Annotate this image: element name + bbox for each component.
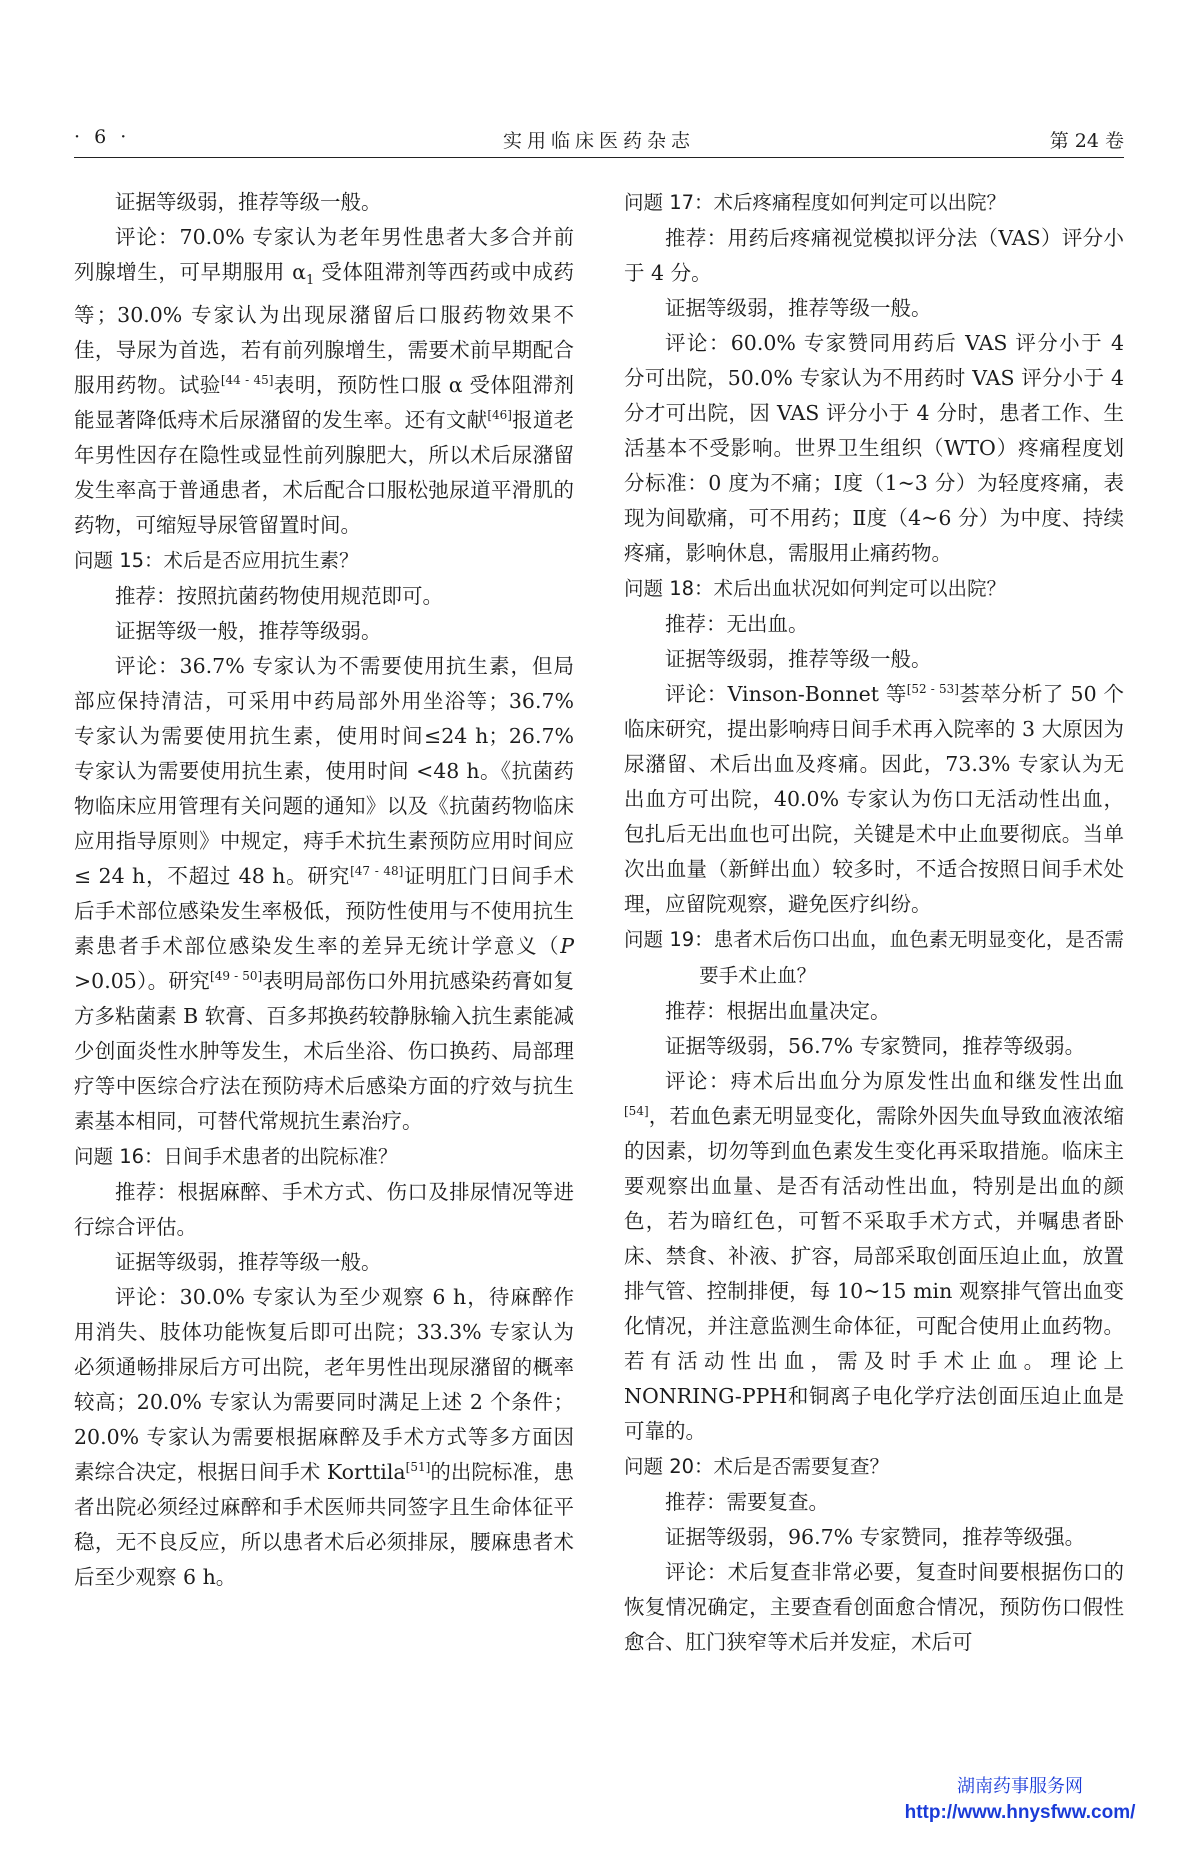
citation: [49 - 50] <box>210 969 263 984</box>
paragraph: 推荐：无出血。 <box>665 612 809 636</box>
paragraph: 证据等级弱，96.7% 专家赞同，推荐等级强。 <box>665 1525 1086 1549</box>
right-column <box>624 185 1124 1660</box>
citation: [54] <box>624 1104 649 1119</box>
citation: [51] <box>405 1460 431 1475</box>
paragraph: 推荐：用药后疼痛视觉模拟评分法（VAS）评分小于 4 分。 <box>624 226 1124 285</box>
question-heading: 问题 17：术后疼痛程度如何判定可以出院？ <box>624 191 1007 214</box>
question-heading: 问题 20：术后是否需要复查？ <box>624 1455 890 1478</box>
left-column <box>74 185 574 1595</box>
paragraph: 推荐：需要复查。 <box>665 1490 829 1514</box>
header-rule <box>74 157 1124 158</box>
question-heading: 问题 18：术后出血状况如何判定可以出院？ <box>624 577 1007 600</box>
paragraph: 评论：60.0% 专家赞同用药后 VAS 评分小于 4 分可出院，50.0% 专家认为不用药时 VAS 评分小于 4 分才可出院，因 VAS 评分小于 4 分时，患者工作、生活基本不受影响。世界卫生组织（WTO）疼痛程度划分标准：0 度为不痛；Ⅰ度（1~3 分）为轻度疼痛，表现为间歇痛，可不用药；Ⅱ度（4~6 分）为中度、持续疼痛，影响休息，需服用止痛药物。 <box>624 331 1124 565</box>
question-heading: 问题 19：患者术后伤口出血，血色素无明显变化，是否需要手术止血？ <box>624 928 1124 987</box>
paragraph: 推荐：根据麻醉、手术方式、伤口及排尿情况等进行综合评估。 <box>74 1180 574 1240</box>
citation: [52 - 53] <box>906 682 959 697</box>
paragraph: 评论：36.7% 专家认为不需要使用抗生素，但局部应保持清洁，可采用中药局部外用坐浴等；36.7% 专家认为需要使用抗生素，使用时间≤24 h；26.7% 专家认为需要使用抗生素，使用时间 <48 h。《抗菌药物临床应用管理有关问题的通知》以及《抗菌药物临床应用指导原则》中规定，痔手术抗生素预防应用时间应 ≤ 24 h，不超过 48 h。研究[47 - 48]证明肛门日间手术后手术部位感染发生率极低，预防性使用与不使用抗生素患者手术部位感染发生率的差异无统计学意义（P >0.05）。研究[49 - 50]表明局部伤口外用抗感染药膏如复方多粘菌素 B 软膏、百多邦换药较静脉输入抗生素能减少创面炎性水肿等发生，术后坐浴、伤口换药、局部理疗等中医综合疗法在预防痔术后感染方面的疗效与抗生素基本相同，可替代常规抗生素治疗。 <box>74 654 575 1134</box>
p-value-symbol: P <box>560 934 574 959</box>
volume-label: 第 24 卷 <box>1049 130 1124 152</box>
question-heading: 问题 16：日间手术患者的出院标准？ <box>74 1145 398 1169</box>
journal-title: 实用临床医药杂志 <box>502 130 695 152</box>
subscript: 1 <box>305 273 315 289</box>
citation: [44 - 45] <box>220 373 274 388</box>
paragraph: 推荐：按照抗菌药物使用规范即可。 <box>115 584 443 609</box>
citation: [47 - 48] <box>350 864 404 879</box>
paragraph: 评论：痔术后出血分为原发性出血和继发性出血[54]，若血色素无明显变化，需除外因失血导致血液浓缩的因素，切勿等到血色素发生变化再采取措施。临床主要观察出血量、是否有活动性出血，特别是出血的颜色，若为暗红色，可暂不采取手术方式，并嘱患者卧床、禁食、补液、扩容，局部采取创面压迫止血，放置排气管、控制排便，每 10~15 min 观察排气管出血变化情况，并注意监测生命体征，可配合使用止血药物。若有活动性出血，需及时手术止血。理论上NONRING-PPH和铜离子电化学疗法创面压迫止血是可靠的。 <box>624 1069 1124 1443</box>
citation: [46] <box>487 408 512 423</box>
site-url[interactable]: http://www.hnysfww.com/ <box>904 1802 1136 1823</box>
site-name: 湖南药事服务网 <box>957 1776 1083 1797</box>
paragraph: 评论：Vinson-Bonnet 等[52 - 53]荟萃分析了 50 个临床研究，提出影响痔日间手术再入院率的 3 大原因为尿潴留、术后出血及疼痛。因此，73.3% 专家认为无出血方可出院，40.0% 专家认为伤口无活动性出血，包扎后无出血也可出院，关键是术中止血要彻底。当单次出血量（新鲜出血）较多时，不适合按照日间手术处理，应留院观察，避免医疗纠纷。 <box>624 682 1124 916</box>
paragraph: 证据等级弱，推荐等级一般。 <box>115 1250 382 1275</box>
site-watermark <box>890 1774 1150 1826</box>
paragraph: 推荐：根据出血量决定。 <box>665 999 891 1023</box>
paragraph: 证据等级弱，56.7% 专家赞同，推荐等级弱。 <box>665 1034 1086 1058</box>
paragraph: 评论：70.0% 专家认为老年男性患者大多合并前列腺增生，可早期服用 $\alpha_1$ 受体阻滞剂等西药或中成药等；30.0% 专家认为出现尿潴留后口服药物效果不佳，导尿为首选，若有前列腺增生，需要术前早期配合服用药物。试验[44 - 45]表明，预防性口服 α 受体阻滞剂能显著降低痔术后尿潴留的发生率。还有文献[46]报道老年男性因存在隐性或显性前列腺肥大，所以术后尿潴留发生率高于普通患者，术后配合口服松弛尿道平滑肌的药物，可缩短导尿管留置时间。 <box>74 225 575 538</box>
paragraph: 证据等级一般，推荐等级弱。 <box>115 619 382 644</box>
paragraph: 证据等级弱，推荐等级一般。 <box>665 296 932 320</box>
paragraph: 评论：30.0% 专家认为至少观察 6 h，待麻醉作用消失、肢体功能恢复后即可出院；33.3% 专家认为必须通畅排尿后方可出院，老年男性出现尿潴留的概率较高；20.0% 专家认为需要同时满足上述 2 个条件；20.0% 专家认为需要根据麻醉及手术方式等多方面因素综合决定，根据日间手术 Korttila[51]的出院标准，患者出院必须经过麻醉和手术医师共同签字且生命体征平稳，无不良反应，所以患者术后必须排尿，腰麻患者术后至少观察 6 h。 <box>74 1285 574 1590</box>
question-heading: 问题 15：术后是否应用抗生素？ <box>74 549 359 573</box>
paragraph: 评论：术后复查非常必要，复查时间要根据伤口的恢复情况确定，主要查看创面愈合情况，预防伤口假性愈合、肛门狭窄等术后并发症，术后可 <box>624 1560 1124 1654</box>
paragraph: 证据等级弱，推荐等级一般。 <box>665 647 932 671</box>
paragraph: 证据等级弱，推荐等级一般。 <box>115 190 382 214</box>
page-number: · 6 · <box>74 126 131 148</box>
page-header <box>74 118 1124 154</box>
